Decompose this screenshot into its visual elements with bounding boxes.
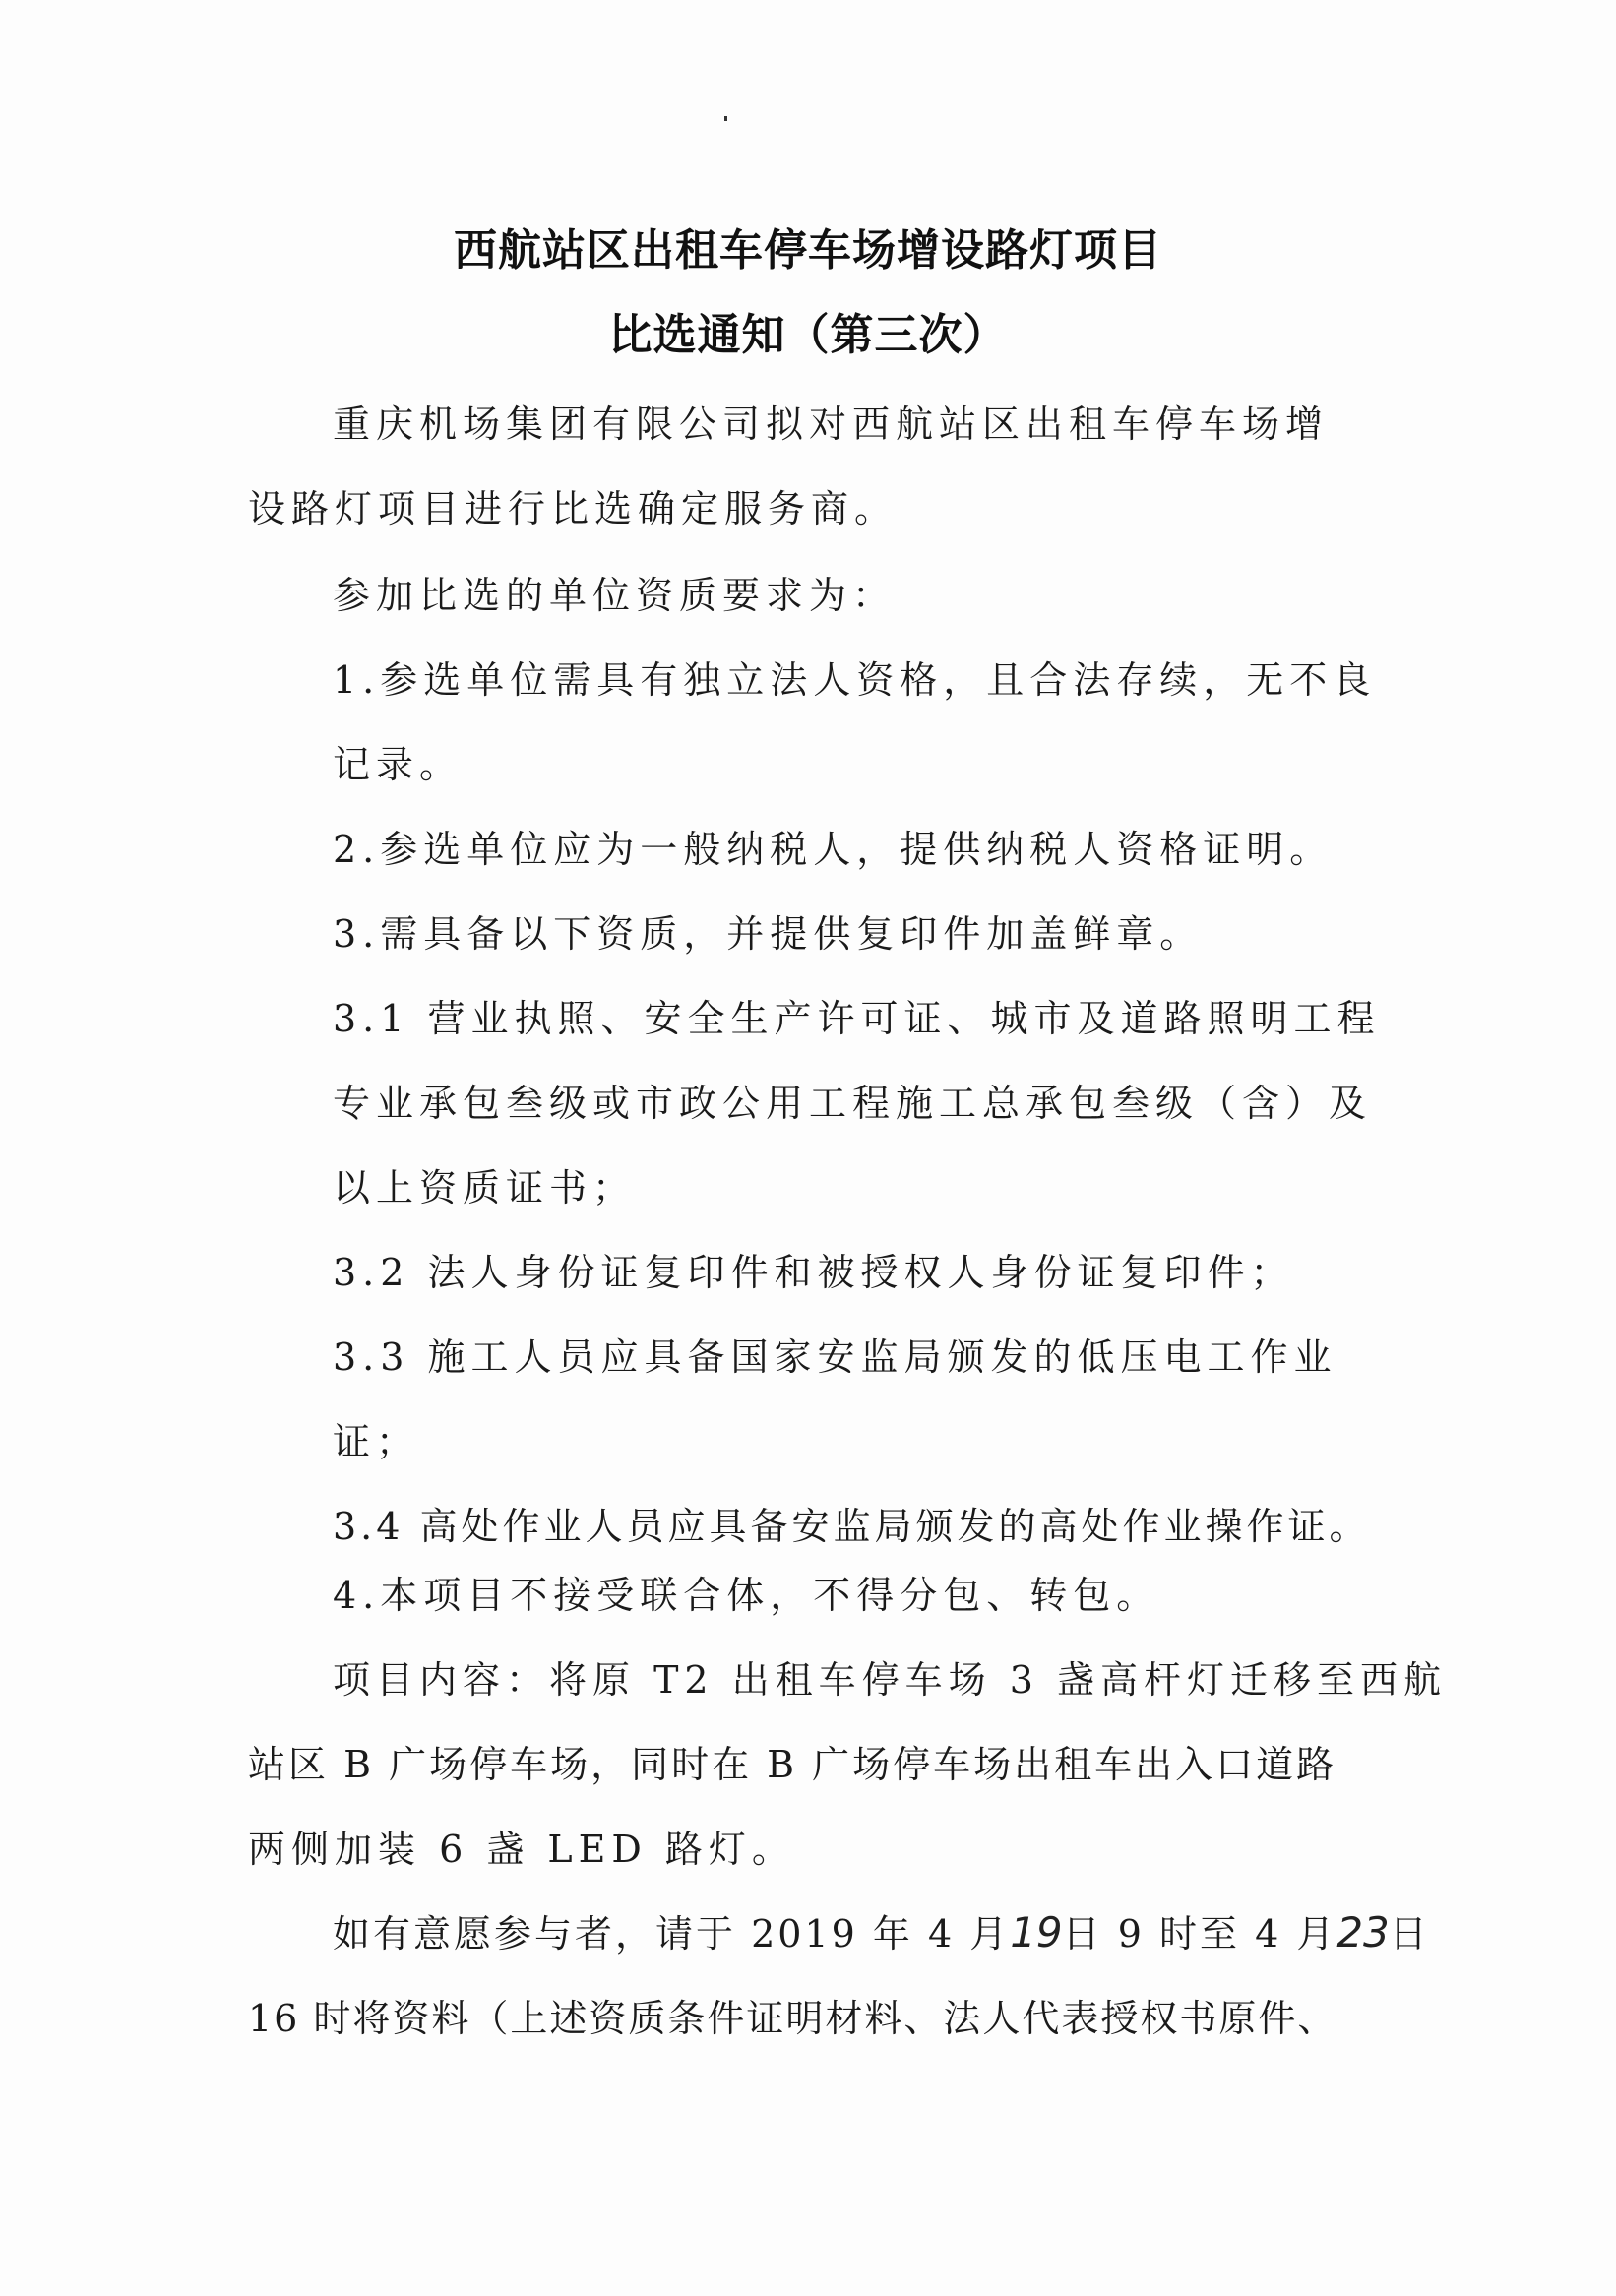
document-title-line2: 比选通知（第三次） — [608, 310, 1008, 360]
requirement-3-3-line2: 证； — [333, 1420, 420, 1463]
handwritten-day-end: 23 — [1336, 1908, 1390, 1956]
contact-line1-text-a: 如有意愿参与者，请于 2019 年 4 月 — [333, 1912, 1011, 1955]
project-content-line2: 站区 B 广场停车场，同时在 B 广场停车场出租车出入口道路 — [248, 1743, 1337, 1786]
requirement-3-1-line3: 以上资质证书； — [333, 1166, 637, 1210]
requirement-3-1-line2: 专业承包叁级或市政公用工程施工总承包叁级（含）及 — [333, 1082, 1373, 1125]
document-title-line1: 西航站区出租车停车场增设路灯项目 — [454, 225, 1162, 276]
requirement-3-4: 3.4 高处作业人员应具备安监局颁发的高处作业操作证。 — [333, 1505, 1371, 1548]
scan-speck — [724, 116, 727, 121]
requirement-3-3-line1: 3.3 施工人员应具备国家安监局颁发的低压电工作业 — [333, 1335, 1337, 1379]
requirement-3-1-line1: 3.1 营业执照、安全生产许可证、城市及道路照明工程 — [333, 997, 1381, 1040]
requirement-3-2: 3.2 法人身份证复印件和被授权人身份证复印件； — [333, 1251, 1294, 1294]
contact-line2: 16 时将资料（上述资质条件证明材料、法人代表授权书原件、 — [248, 1997, 1337, 2040]
requirements-heading: 参加比选的单位资质要求为： — [333, 574, 897, 617]
requirement-2: 2.参选单位应为一般纳税人，提供纳税人资格证明。 — [333, 828, 1334, 871]
requirement-1-line2: 记录。 — [333, 743, 464, 786]
contact-line1-text-c: 日 — [1389, 1912, 1430, 1955]
intro-paragraph-line1: 重庆机场集团有限公司拟对西航站区出租车停车场增 — [333, 403, 1330, 446]
handwritten-day-start: 19 — [1010, 1908, 1063, 1956]
project-content-line1: 项目内容：将原 T2 出租车停车场 3 盏高杆灯迁移至西航 — [333, 1658, 1448, 1702]
contact-line1 — [333, 1903, 1430, 1957]
requirement-3: 3.需具备以下资质，并提供复印件加盖鲜章。 — [333, 912, 1204, 956]
project-content-line3: 两侧加装 6 盏 LED 路灯。 — [248, 1828, 795, 1871]
intro-paragraph-line2: 设路灯项目进行比选确定服务商。 — [248, 487, 899, 530]
requirement-4: 4.本项目不接受联合体，不得分包、转包。 — [333, 1574, 1160, 1617]
contact-line1-text-b: 日 9 时至 4 月 — [1062, 1912, 1337, 1955]
requirement-1-line1: 1.参选单位需具有独立法人资格，且合法存续，无不良 — [333, 658, 1377, 702]
